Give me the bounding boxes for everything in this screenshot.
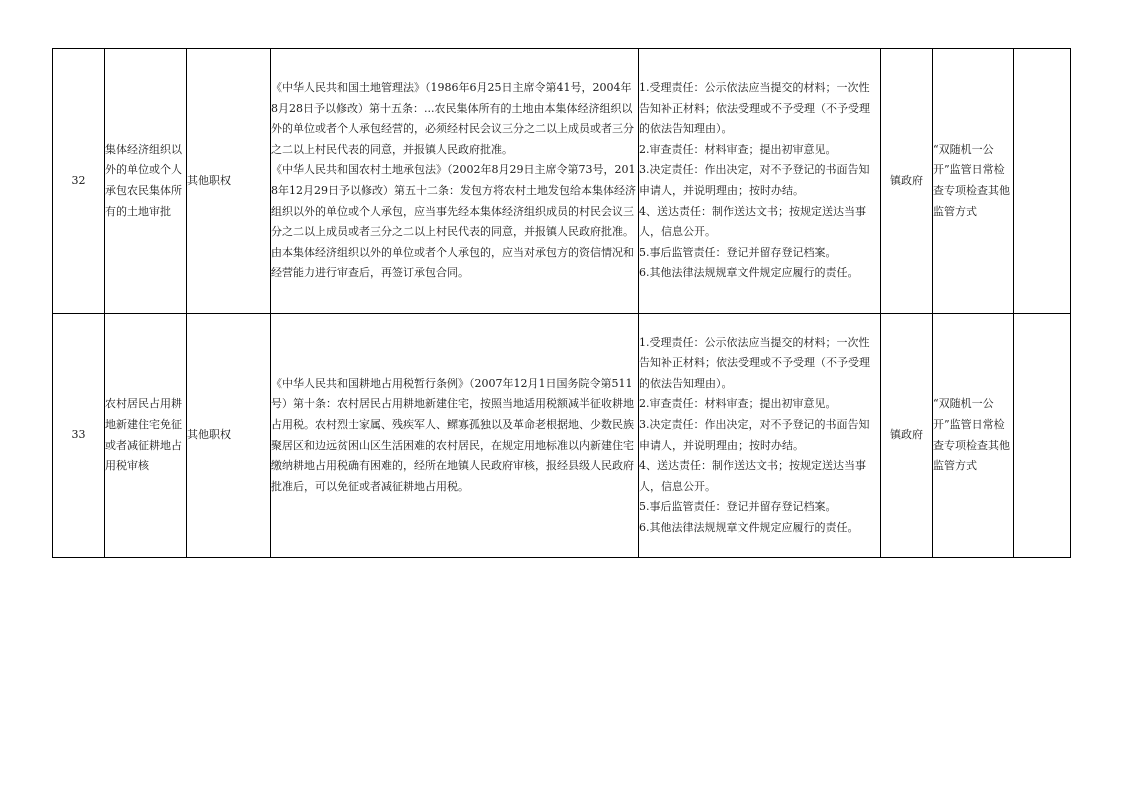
responsibility-item: 6.其他法律法规规章文件规定应履行的责任。 xyxy=(639,520,859,534)
responsibility-item: 3.决定责任：作出决定，对不予登记的书面告知申请人，并说明理由；按时办结。 xyxy=(639,163,870,197)
legal-basis xyxy=(271,49,639,314)
responsibility-item: 4、送达责任：制作送达文书；按规定送达当事人，信息公开。 xyxy=(639,459,866,493)
item-category: 其他职权 xyxy=(187,314,271,558)
remarks-cell xyxy=(1014,49,1071,314)
legal-basis-paragraph: 《中华人民共和国土地管理法》（1986年6月25日主席令第41号，2004年8月28日予以修改）第十五条：...农民集体所有的土地由本集体经济组织以外的单位或者个人承包经营的，必须经村民会议三分之二以上成员或者三分之二以上村民代表的同意，并报镇人民政府批准。 xyxy=(271,81,634,156)
item-name: 集体经济组织以外的单位或个人承包农民集体所有的土地审批 xyxy=(105,49,187,314)
legal-basis-paragraph: 《中华人民共和国农村土地承包法》（2002年8月29日主席令第73号，2018年12月29日予以修改）第五十二条：发包方将农村土地发包给本集体经济组织以外的单位或个人承包，应当事先经本集体经济组织成员的村民会议三分之二以上成员或者三分之二以上村民代表的同意，并报镇人民政府批准。由本集体经济组织以外的单位或者个人承包的，应当对承包方的资信情况和经营能力进行审查后，再签订承包合同。 xyxy=(271,163,636,280)
item-name: 农村居民占用耕地新建住宅免征或者减征耕地占用税审核 xyxy=(105,314,187,558)
responsibility-item: 4、送达责任：制作送达文书；按规定送达当事人，信息公开。 xyxy=(639,204,866,239)
responsibility-list xyxy=(639,49,881,314)
item-category: 其他职权 xyxy=(187,49,271,314)
responsibility-item: 2.审查责任：材料审查；提出初审意见。 xyxy=(639,397,837,411)
table-row xyxy=(53,49,1071,314)
responsibility-item: 5.事后监管责任：登记并留存登记档案。 xyxy=(639,245,837,259)
responsibility-item: 3.决定责任：作出决定，对不予登记的书面告知申请人，并说明理由；按时办结。 xyxy=(639,417,870,452)
remarks-cell xyxy=(1014,314,1071,558)
responsibility-item: 6.其他法律法规规章文件规定应履行的责任。 xyxy=(639,266,859,280)
supervision-method: “双随机一公开”监管日常检查专项检查其他监管方式 xyxy=(933,314,1014,558)
responsibility-item: 2.审查责任：材料审查；提出初审意见。 xyxy=(639,142,837,156)
responsible-department: 镇政府 xyxy=(881,49,933,314)
legal-basis xyxy=(271,314,639,558)
legal-basis-paragraph: 《中华人民共和国耕地占用税暂行条例》（2007年12月1日国务院令第511号）第十条：农村居民占用耕地新建住宅，按照当地适用税额减半征收耕地占用税。农村烈士家属、残疾军人、鳏寡孤独以及革命老根据地、少数民族聚居区和边远贫困山区生活困难的农村居民，在规定用地标准以内新建住宅缴纳耕地占用税确有困难的，经所在地镇人民政府审核，报经县级人民政府批准后，可以免征或者减征耕地占用税。 xyxy=(271,376,634,493)
item-number: 32 xyxy=(53,49,105,314)
item-number: 33 xyxy=(53,314,105,558)
responsibility-list xyxy=(639,314,881,558)
responsibility-item: 1.受理责任：公示依法应当提交的材料；一次性告知补正材料；依法受理或不予受理（不予受理的依法告知理由）。 xyxy=(639,81,870,136)
responsibility-item: 5.事后监管责任：登记并留存登记档案。 xyxy=(639,500,837,514)
power-list-table xyxy=(52,48,1071,558)
supervision-method: “双随机一公开”监管日常检查专项检查其他监管方式 xyxy=(933,49,1014,314)
table-row xyxy=(53,314,1071,558)
responsibility-item: 1.受理责任：公示依法应当提交的材料；一次性告知补正材料；依法受理或不予受理（不予受理的依法告知理由）。 xyxy=(639,335,870,390)
responsible-department: 镇政府 xyxy=(881,314,933,558)
